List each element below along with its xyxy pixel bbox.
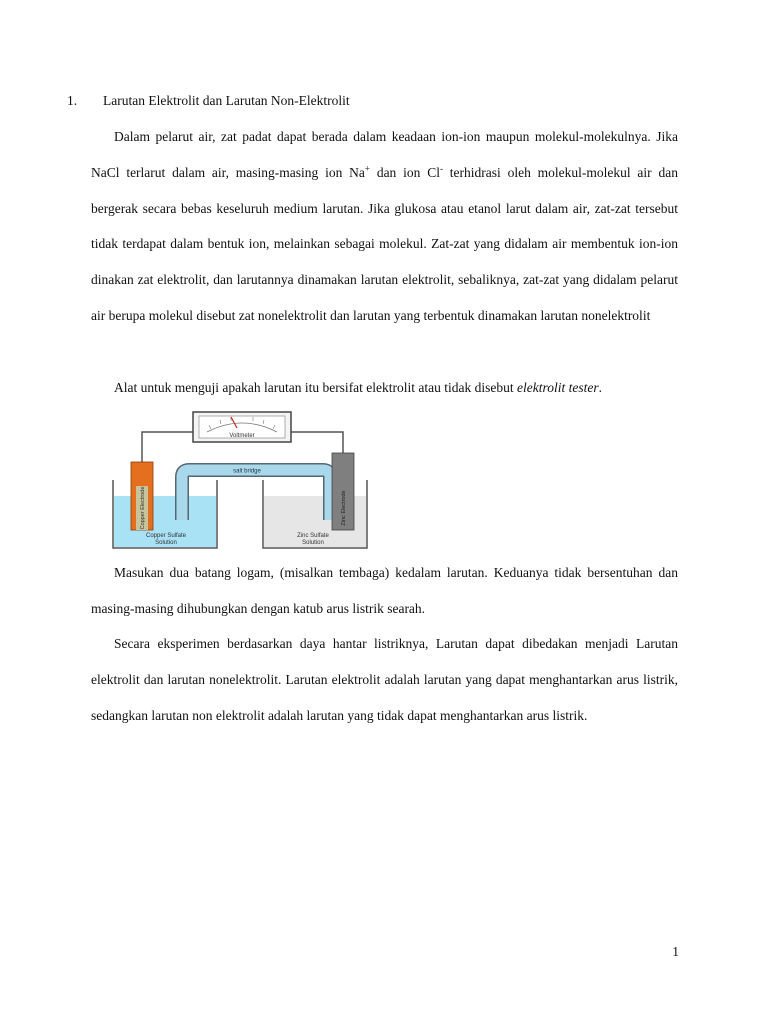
zinc-solution-label-line2: Solution — [302, 540, 324, 546]
paragraph-classification: Secara eksperimen berdasarkan daya hantar listriknya, Larutan dapat dibedakan menjadi Larutan elektrolit dan larutan nonelektrolit. Larutan elektrolit adalah larutan yang dapat menghantarkan arus listrik, sedangkan larutan non elektrolit adalah larutan yang tidak dapat menghantarkan arus listrik. — [91, 636, 678, 723]
copper-solution-label-line1: Copper Sulfate — [145, 533, 187, 539]
zinc-electrode-label: Zinc Electrode — [341, 490, 347, 526]
paragraph-text: Alat untuk menguji apakah larutan itu bersifat elektrolit atau tidak disebut — [114, 380, 518, 395]
emphasis-term: elektrolit tester — [517, 380, 599, 395]
electrochemical-cell-diagram — [107, 408, 377, 550]
copper-solution-label-line2: Solution — [155, 540, 177, 546]
voltmeter — [193, 412, 291, 442]
zinc-solution-label-line1: Zinc Sulfate — [297, 533, 329, 539]
copper-electrode-label: Copper Electrode — [140, 486, 146, 530]
page-number: 1 — [672, 944, 679, 959]
section-number: 1. — [67, 93, 78, 108]
right-wire — [289, 432, 343, 456]
paragraph-electrolyte-definition — [91, 119, 678, 334]
paragraph-text: Dalam pelarut air, zat padat dapat berada dalam keadaan ion-ion maupun molekul-molekulnya. Jika NaCl terlarut dalam air, masing-masing ion Na — [91, 129, 678, 180]
left-wire — [142, 432, 195, 465]
paragraph-text: . — [598, 380, 602, 395]
salt-bridge-label: salt bridge — [233, 468, 261, 475]
section-heading — [67, 93, 350, 109]
paragraph-text: dan ion Cl — [370, 164, 440, 180]
paragraph-procedure: Masukan dua batang logam, (misalkan tembaga) kedalam larutan. Keduanya tidak bersentuhan dan masing-masing dihubungkan dengan katub arus listrik searah. — [91, 565, 678, 616]
superscript-plus: + — [364, 163, 370, 174]
voltmeter-label: Voltmeter — [229, 433, 255, 439]
section-title: Larutan Elektrolit dan Larutan Non-Elektrolit — [103, 93, 350, 108]
paragraph-text: terhidrasi oleh molekul-molekul air dan bergerak secara bebas keseluruh medium larutan. Jika glukosa atau etanol larut dalam air, zat-zat tersebut tidak terdapat dalam bentuk ion, melainkan sebagai molekul. Zat-zat yang didalam air membentuk ion-ion dinakan zat elektrolit, dan larutannya dinamakan larutan elektrolit, sebaliknya, zat-zat yang didalam pelarut air berupa molekul disebut zat nonelektrolit dan larutan yang terbentuk dinamakan larutan nonelektrolit — [91, 164, 678, 323]
superscript-minus: - — [439, 163, 443, 174]
paragraph-tester — [91, 370, 678, 406]
